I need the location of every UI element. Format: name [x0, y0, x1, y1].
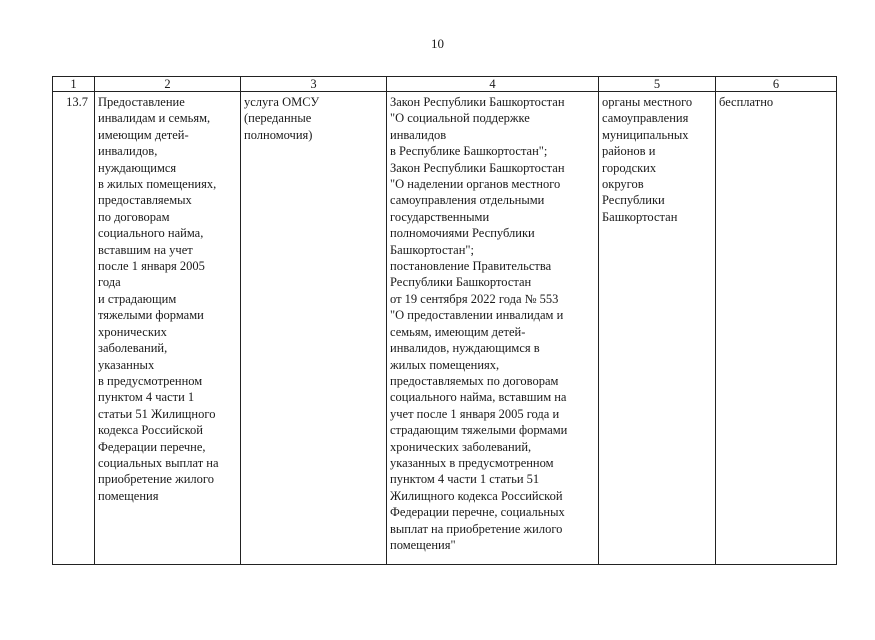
column-header-5: 5 — [599, 77, 716, 92]
authority-cell — [599, 92, 716, 565]
cost: бесплатно — [719, 95, 774, 109]
column-header-2: 2 — [95, 77, 241, 92]
column-header-3: 3 — [241, 77, 387, 92]
page-number: 10 — [431, 36, 444, 51]
service-name-cell — [95, 92, 241, 565]
authority: органы местного самоуправления муниципальных районов и городских округов Республики Башкортостан — [602, 95, 693, 224]
legal-basis: Закон Республики Башкортостан "О социальной поддержке инвалидов в Республике Башкортостан"; Закон Республики Башкортостан "О наделении органов местного самоуправления отдельными государственными полномочиями Республики Башкортостан"; постановление Правительства Республики Башкортостан от 19 сентября 2022 года № 553 "О предоставлении инвалидам и семьям, имеющим детей- инвалидов, нуждающимся в жилых помещениях, предоставляемых по договорам социального найма, вставшим на учет после 1 января 2005 года и страдающим тяжелыми формами хронических заболеваний, указанных в предусмотренном пунктом 4 части 1 статьи 51 Жилищного кодекса Российской Федерации перечне, социальных выплат на приобретение жилого помещения" — [390, 95, 568, 552]
service-type-cell — [241, 92, 387, 565]
row-number-cell — [53, 92, 95, 565]
column-header-4: 4 — [387, 77, 599, 92]
column-header-6: 6 — [716, 77, 837, 92]
table-row — [53, 92, 837, 565]
services-table — [52, 76, 837, 565]
table-header-row — [53, 77, 837, 92]
column-header-1: 1 — [53, 77, 95, 92]
cost-cell — [716, 92, 837, 565]
service-type: услуга ОМСУ (переданные полномочия) — [244, 95, 320, 142]
service-name: Предоставление инвалидам и семьям, имеющим детей- инвалидов, нуждающимся в жилых помещениях, предоставляемых по договорам социального найма, вставшим на учет после 1 января 2005 года и страдающим тяжелыми формами хронических заболеваний, указанных в предусмотренном пунктом 4 части 1 статьи 51 Жилищного кодекса Российской Федерации перечне, социальных выплат на приобретение жилого помещения — [98, 95, 219, 503]
row-number: 13.7 — [66, 95, 88, 109]
legal-basis-cell — [387, 92, 599, 565]
